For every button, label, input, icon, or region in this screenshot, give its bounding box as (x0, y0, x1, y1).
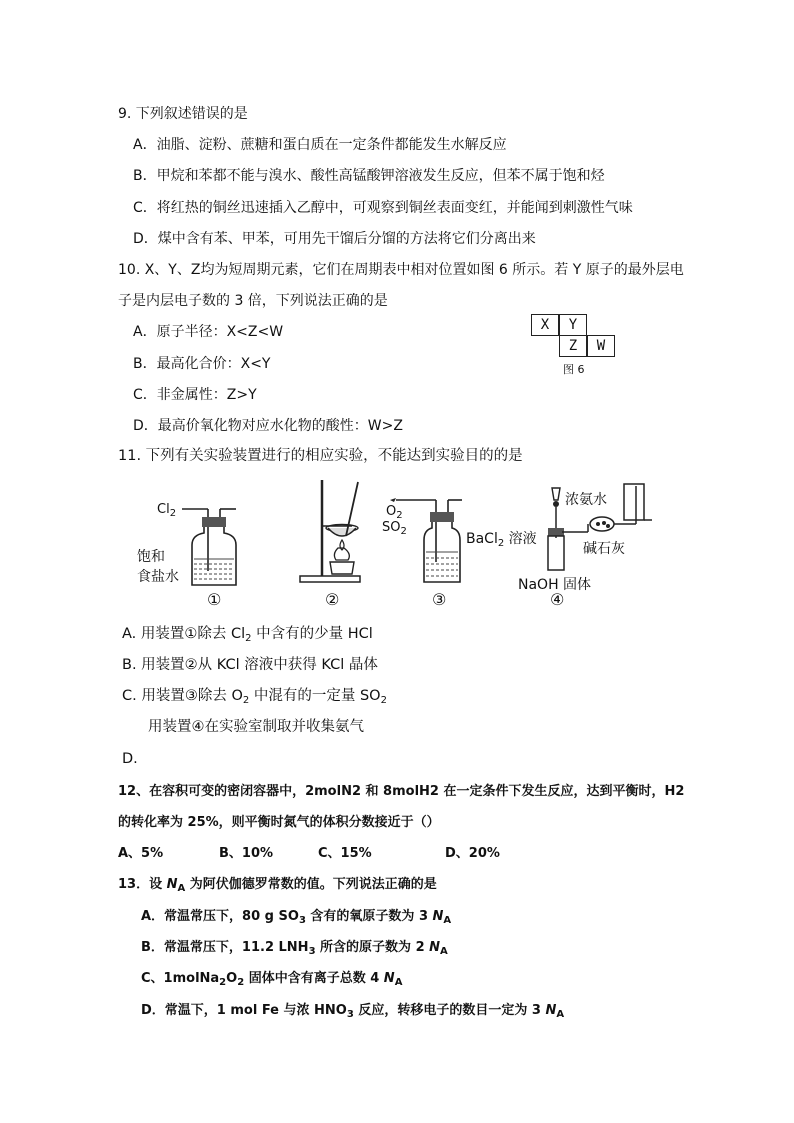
q13-option-a (141, 908, 451, 926)
q13-c-pre: C、1molNa (141, 971, 220, 986)
q9-option-a: A．油脂、淀粉、蔗糖和蛋白质在一定条件都能发生水解反应 (133, 137, 507, 153)
q12-option-c: C、15% (318, 846, 372, 861)
q10-option-b: B．最高化合价：X<Y (133, 356, 271, 372)
cell-z: Z (559, 335, 587, 357)
gas-washing-bottle-diagram (170, 497, 250, 589)
q13-d-sub: 3 (346, 1009, 354, 1020)
q13-na-symbol: N (166, 877, 178, 892)
bacl2-label-tail: 溶液 (504, 531, 537, 547)
q13-a-pre: A．常温常压下，80 g SO (141, 909, 299, 924)
conc-ammonia-label: 浓氨水 (565, 492, 607, 508)
q13-stem (118, 876, 437, 894)
q10-option-d: D．最高价氧化物对应水化物的酸性：W>Z (133, 418, 403, 434)
q13-na-sub: A (177, 883, 186, 894)
q13-a-na: N (432, 909, 444, 924)
naoh-label: NaOH 固体 (518, 577, 592, 593)
q11-option-b: B. 用装置②从 KCl 溶液中获得 KCl 晶体 (122, 657, 378, 673)
q13-d-na-sub: A (556, 1009, 565, 1020)
q13-d-pre: D．常温下，1 mol Fe 与浓 HNO (141, 1003, 347, 1018)
q13-c-post: 固体中含有离子总数 4 (244, 971, 384, 986)
brine-label: 食盐水 (137, 569, 179, 585)
q13-b-post: 所含的原子数为 2 (315, 940, 430, 955)
cl2-label-sub: 2 (169, 508, 177, 519)
q10-option-a: A．原子半径：X<Z<W (133, 324, 284, 340)
q13-c-o: O (226, 971, 238, 986)
q11-a-text: A. 用装置①除去 Cl (122, 626, 246, 642)
gas-bottle-diagram (384, 490, 468, 586)
q11-stem: 11. 下列有关实验装置进行的相应实验，不能达到实验目的的是 (118, 448, 523, 464)
q11-a-tail: 中含有的少量 HCl (251, 626, 373, 642)
q11-c-text: C. 用装置③除去 O (122, 688, 243, 704)
q10-option-c: C．非金属性：Z>Y (133, 387, 257, 403)
so2-label: SO (382, 520, 401, 535)
q11-option-d-text: 用装置④在实验室制取并收集氨气 (148, 719, 364, 735)
q13-c-na-sub: A (394, 977, 403, 988)
q11-option-d-label: D. (122, 751, 138, 767)
q12-stem-line2: 的转化率为 25%，则平衡时氮气的体积分数接近于（） (118, 815, 440, 830)
q13-stem-pre: 13．设 (118, 877, 167, 892)
q13-option-c (141, 970, 402, 988)
q9-option-b: B．甲烷和苯都不能与溴水、酸性高锰酸钾溶液发生反应，但苯不属于饱和烃 (133, 168, 605, 184)
q11-c-sub2: 2 (380, 695, 387, 706)
q13-stem-post: 为阿伏伽德罗常数的值。下列说法正确的是 (185, 877, 437, 892)
q12-option-a: A、5% (118, 846, 164, 861)
q10-stem-line1: 10. X、Y、Z均为短周期元素，它们在周期表中相对位置如图 6 所示。若 Y 原子的最外层电 (118, 262, 684, 278)
q11-option-c (122, 687, 387, 705)
figure-caption: 图 6 (563, 363, 585, 376)
q13-b-sub: 3 (308, 946, 316, 957)
evaporation-setup-diagram (292, 478, 372, 588)
cell-x: X (531, 314, 559, 336)
q11-option-a (122, 625, 373, 643)
q13-option-d (141, 1002, 564, 1020)
q13-a-sub: 3 (298, 915, 306, 926)
q13-a-na-sub: A (443, 915, 452, 926)
q13-d-post: 反应，转移电子的数目一定为 3 (353, 1003, 546, 1018)
soda-lime-label: 碱石灰 (583, 541, 625, 557)
q12-option-b: B、10% (219, 846, 274, 861)
cl2-label: Cl (157, 502, 170, 517)
q10-stem-line2: 子是内层电子数的 3 倍，下列说法正确的是 (118, 293, 388, 309)
q9-option-c: C．将红热的铜丝迅速插入乙醇中，可观察到铜丝表面变红，并能闻到刺激性气味 (133, 200, 633, 216)
q9-option-d: D．煤中含有苯、甲苯，可用先干馏后分馏的方法将它们分离出来 (133, 231, 536, 247)
so2-label-sub: 2 (400, 526, 407, 537)
saturated-label: 饱和 (137, 549, 165, 565)
q11-c-mid: 中混有的一定量 SO (249, 688, 381, 704)
q13-c-sub: 2 (219, 977, 227, 988)
q13-b-na: N (429, 940, 441, 955)
o2-label-sub: 2 (396, 510, 403, 521)
apparatus-number-4: ④ (550, 590, 565, 609)
bacl2-label-sub: 2 (497, 538, 505, 549)
q13-b-pre: B．常温常压下，11.2 LNH (141, 940, 309, 955)
q12-stem-line1: 12、在容积可变的密闭容器中，2molN2 和 8molH2 在一定条件下发生反应，达到平衡时，H2 (118, 784, 685, 799)
q13-c-sub2: 2 (237, 977, 245, 988)
apparatus-number-3: ③ (432, 590, 447, 609)
q13-option-b (141, 939, 448, 957)
q12-option-d: D、20% (445, 846, 500, 861)
q13-c-na: N (383, 971, 395, 986)
q13-d-na: N (545, 1003, 557, 1018)
apparatus-number-2: ② (325, 590, 340, 609)
q13-a-post: 含有的氧原子数为 3 (305, 909, 433, 924)
q11-c-sub: 2 (242, 695, 250, 706)
q11-a-sub: 2 (245, 633, 252, 644)
q13-b-na-sub: A (440, 946, 448, 957)
q9-stem: 9. 下列叙述错误的是 (118, 106, 248, 122)
o2-label: O (386, 504, 397, 519)
apparatus-number-1: ① (207, 590, 222, 609)
cell-w: W (587, 335, 615, 357)
bacl2-label: BaCl (466, 531, 498, 547)
cell-y: Y (559, 314, 587, 336)
